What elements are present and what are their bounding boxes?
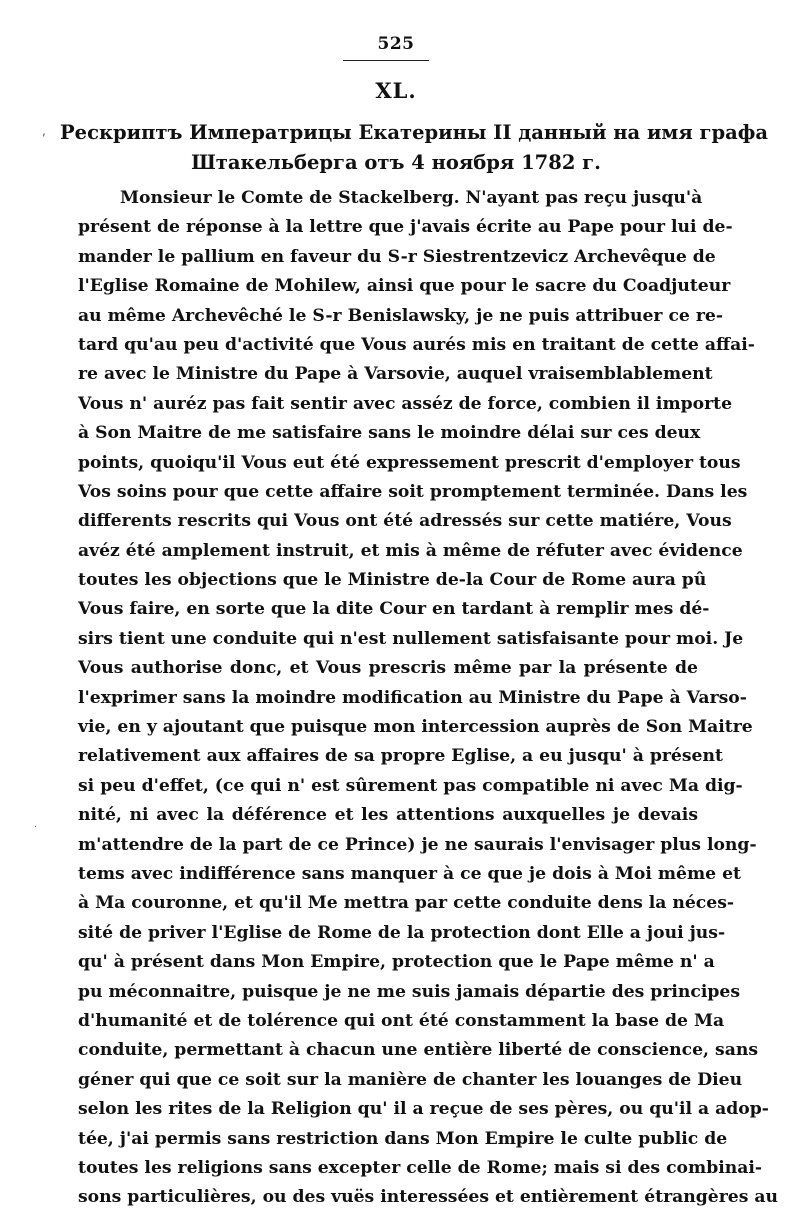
body-text: [78, 184, 778, 1213]
text-line: au même Archevêché le S-r Benislawsky, je ne puis attribuer ce re-: [78, 305, 723, 326]
text-line: Vos soins pour que cette affaire soit promptement terminée. Dans les: [78, 481, 748, 502]
text-line: re avec le Ministre du Pape à Varsovie, auquel vraisemblablement: [78, 364, 713, 385]
text-line: mander le pallium en faveur du S-r Siestrentzevicz Archevêque de: [78, 246, 716, 267]
text-line: à Son Maitre de me satisfaire sans le moindre délai sur ces deux: [78, 423, 701, 444]
margin-mark-comma: ,: [42, 124, 46, 138]
margin-mark-dot: ·: [34, 822, 38, 833]
text-line: selon les rites de la Religion qu' il a reçue de ses pères, ou qu'il a adop-: [78, 1099, 769, 1120]
text-line: Monsieur le Comte de Stackelberg. N'ayant pas reçu jusqu'à: [120, 188, 703, 208]
text-line: vie, en y ajoutant que puisque mon intercession auprès de Son Maitre: [78, 717, 753, 738]
title-line: Штакельберга отъ 4 ноября 1782 г.: [191, 151, 601, 174]
text-line: pu méconnaitre, puisque je ne me suis jamais départie des principes: [78, 981, 741, 1002]
text-line: sité de priver l'Eglise de Rome de la protection dont Elle a joui jus-: [78, 922, 726, 943]
text-line: à Ma couronne, et qu'il Me mettra par cette conduite dens la néces-: [78, 893, 735, 914]
text-line: Vous faire, en sorte que la dite Cour en tardant à remplir mes dé-: [78, 599, 710, 620]
header-rule: [343, 60, 429, 61]
text-line: points, quoiqu'il Vous eut été expressement prescrit d'employer tous: [78, 452, 741, 473]
text-line: differents rescrits qui Vous ont été adressés sur cette matiére, Vous: [78, 511, 732, 532]
text-line: sirs tient une conduite qui n'est nullement satisfaisante pour moi. Je: [78, 628, 744, 649]
text-line: nité, ni avec la déférence et les attentions auxquelles je devais: [78, 805, 698, 826]
text-line: sons particulières, ou des vuës interessées et entièrement étrangères au: [78, 1187, 778, 1208]
text-line: géner qui que ce soit sur la manière de chanter les louanges de Dieu: [78, 1069, 743, 1090]
text-line: l'Eglise Romaine de Mohilew, ainsi que pour le sacre du Coadjuteur: [78, 276, 731, 297]
text-line: Vous n' auréz pas fait sentir avec asséz de force, combien il importe: [78, 393, 733, 414]
text-line: l'exprimer sans la moindre modification au Ministre du Pape à Varso-: [78, 687, 747, 708]
text-line: m'attendre de la part de ce Prince) je ne saurais l'envisager plus long-: [78, 834, 757, 855]
title-line: Рескриптъ Императрицы Екатерины II данный на имя графа: [60, 121, 768, 144]
text-line: tems avec indifférence sans manquer à ce que je dois à Moi même et: [78, 863, 741, 884]
section-numeral: XL.: [375, 78, 417, 103]
text-line: si peu d'effet, (ce qui n' est sûrement pas compatible ni avec Ma dig-: [78, 775, 743, 796]
text-line: conduite, permettant à chacun une entière liberté de conscience, sans: [78, 1040, 758, 1061]
text-line: avéz été amplement instruit, et mis à même de réfuter avec évidence: [78, 540, 743, 561]
text-line: tard qu'au peu d'activité que Vous aurés mis en traitant de cette affai-: [78, 334, 755, 355]
text-line: relativement aux affaires de sa propre Eglise, a eu jusqu' à présent: [78, 746, 723, 767]
page-number: 525: [377, 34, 415, 54]
text-line: toutes les objections que le Ministre de-la Cour de Rome aura pû: [78, 570, 707, 591]
text-line: tée, j'ai permis sans restriction dans Mon Empire le culte public de: [78, 1128, 728, 1149]
text-line: Vous authorise donc, et Vous prescris même par la présente de: [78, 658, 698, 679]
text-line: toutes les religions sans excepter celle de Rome; mais si des combinai-: [78, 1157, 763, 1178]
document-title: [60, 118, 768, 178]
text-line: présent de réponse à la lettre que j'avais écrite au Pape pour lui de-: [78, 217, 733, 238]
text-line: qu' à présent dans Mon Empire, protection que le Pape même n' a: [78, 952, 715, 973]
text-line: d'humanité et de tolérence qui ont été constamment la base de Ma: [78, 1010, 725, 1031]
